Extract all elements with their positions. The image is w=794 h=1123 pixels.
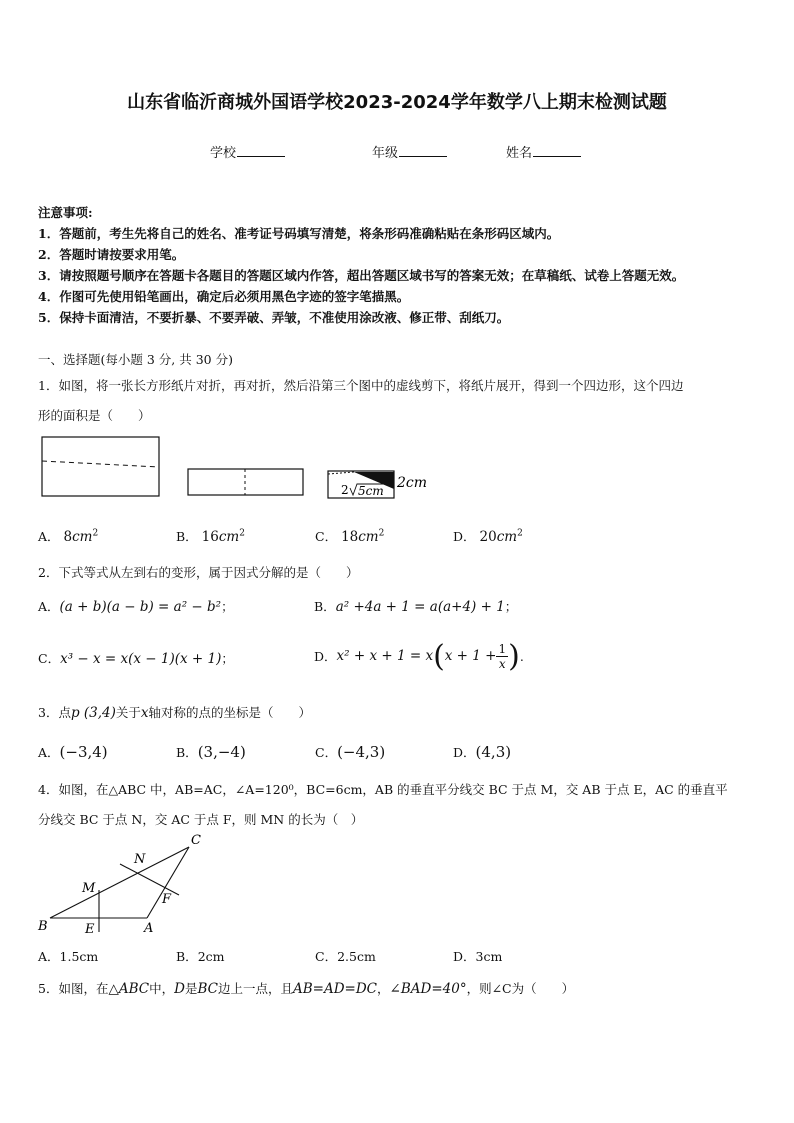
label-a: A — [144, 921, 154, 936]
notice-heading: 注意事项: — [38, 205, 93, 220]
notice-item: 3．请按照题号顺序在答题卡各题目的答题区域内作答，超出答题区域书写的答案无效；在草稿纸、试卷上答题无效。 — [38, 268, 685, 283]
question-1-option-b[interactable]: B． $16cm^2$ — [176, 528, 245, 545]
question-2-option-a[interactable]: A．(a + b)(a − b) = a² − b²； — [38, 599, 234, 615]
notice-item: 2．答题时请按要求用笔。 — [38, 247, 185, 262]
question-3-option-d[interactable]: D．(4,3) — [453, 743, 512, 761]
name-label: 姓名 — [506, 146, 533, 161]
question-2-option-d[interactable]: D． x² + x + 1 = x ( x + 1 + $\frac{1}{x}$ ) . — [314, 638, 524, 674]
notice-item: 4．作图可先使用铅笔画出，确定后必须用黑色字迹的签字笔描黑。 — [38, 289, 410, 304]
school-field[interactable] — [210, 142, 285, 161]
question-2-stem: 2．下式等式从左到右的变形，属于因式分解的是（ ） — [38, 565, 359, 580]
question-3-stem: 3．点p (3,4)关于x轴对称的点的坐标是（ ） — [38, 705, 312, 721]
grade-blank[interactable] — [399, 144, 447, 157]
fraction-1-over-x: $\frac{1}{x}$ — [498, 641, 507, 671]
question-4-option-d[interactable]: D．3cm — [453, 949, 503, 964]
label-e: E — [85, 922, 95, 937]
question-1-option-d[interactable]: D． $20cm^2$ — [453, 528, 523, 545]
name-blank[interactable] — [533, 144, 581, 157]
question-2-option-b[interactable]: B．a² +4a + 1 = a(a+4) + 1； — [314, 599, 518, 615]
question-1-option-c[interactable]: C． $18cm^2$ — [315, 528, 385, 545]
section-heading: 一、选择题(每小题 3 分, 共 30 分) — [38, 352, 233, 367]
name-field[interactable] — [506, 142, 581, 161]
question-4-figure — [34, 830, 234, 940]
question-5-stem: 5．如图，在△ABC中，D是BC边上一点，且AB=AD=DC，∠BAD=40°，则∠C为（ ） — [38, 981, 575, 997]
fold-line-dashed — [42, 461, 159, 467]
question-3-option-b[interactable]: B．(3,−4) — [176, 743, 246, 761]
question-4-option-a[interactable]: A．1.5cm — [38, 949, 99, 964]
label-m: M — [82, 881, 96, 896]
grade-field[interactable] — [372, 142, 447, 161]
label-f: F — [162, 892, 172, 907]
question-1-option-a[interactable]: A． $8cm^2$ — [38, 528, 99, 545]
school-label: 学校 — [210, 146, 237, 161]
label-radical-value: 5cm — [358, 484, 384, 498]
question-3-option-a[interactable]: A．(−3,4) — [38, 743, 108, 761]
question-1-stem-cont: 形的面积是（ ） — [38, 408, 151, 423]
question-4-stem: 4．如图，在△ABC 中，AB=AC，∠A=120⁰，BC=6cm，AB 的垂直平分线交 BC 于点 M，交 AB 于点 E，AC 的垂直平 — [38, 782, 728, 797]
notice-item: 1．答题前，考生先将自己的姓名、准考证号码填写清楚，将条形码准确粘贴在条形码区域内。 — [38, 226, 560, 241]
label-2cm: 2cm — [397, 475, 428, 491]
question-1-stem: 1．如图，将一张长方形纸片对折，再对折，然后沿第三个图中的虚线剪下，将纸片展开，得到一个四边形，这个四边 — [38, 378, 684, 393]
page-title: 山东省临沂商城外国语学校2023-2024学年数学八上期末检测试题 — [127, 92, 667, 113]
school-blank[interactable] — [237, 144, 285, 157]
cut-line-dashed — [328, 472, 354, 474]
question-4-option-b[interactable]: B．2cm — [176, 949, 225, 964]
question-1-figure — [38, 434, 438, 506]
question-4-option-c[interactable]: C．2.5cm — [315, 949, 376, 964]
notice-item: 5．保持卡面清洁，不要折暴、不要弄破、弄皱，不准使用涂改液、修正带、刮纸刀。 — [38, 310, 510, 325]
question-3-option-c[interactable]: C．(−4,3) — [315, 743, 386, 761]
question-2-option-c[interactable]: C．x³ − x = x(x − 1)(x + 1)； — [38, 651, 234, 667]
label-b: B — [38, 919, 48, 934]
label-n: N — [134, 852, 146, 867]
grade-label: 年级 — [372, 146, 399, 161]
question-4-stem-cont: 分线交 BC 于点 N，交 AC 于点 F，则 MN 的长为（ ） — [38, 812, 364, 827]
label-c: C — [191, 833, 201, 848]
label-radical-coeff: 2 — [341, 483, 349, 497]
